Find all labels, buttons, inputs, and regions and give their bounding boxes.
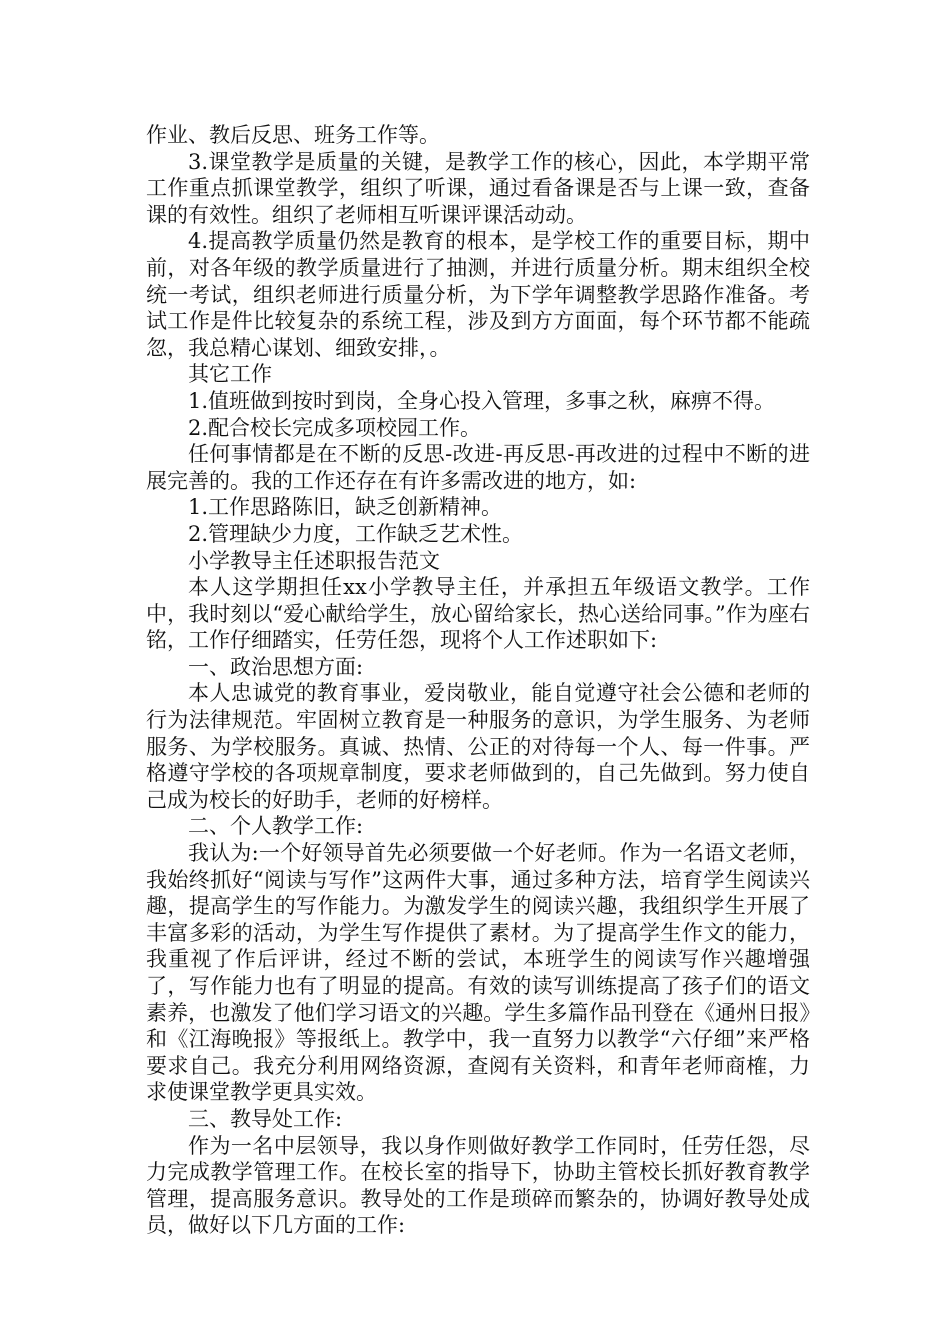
section-heading: 二、个人教学工作: [188, 814, 364, 839]
section-heading: 三、教导处工作: [188, 1106, 343, 1131]
document-title: 小学教导主任述职报告范文 [188, 548, 440, 573]
paragraph: 作为一名中层领导，我以身作则做好教学工作同时，任劳任怨，尽力完成教学管理工作。在校长室的指导下，协助主管校长抓好教育教学管理，提高服务意识。教导处的工作是琐碎而繁杂的，协调好教导处成员，做好以下几方面的工作: [146, 1133, 810, 1238]
paragraph: 本人忠诚党的教育事业，爱岗敬业，能自觉遵守社会公德和老师的行为法律规范。牢固树立教育是一种服务的意识，为学生服务、为老师服务、为学校服务。真诚、热情、公正的对待每一个人、每一件事。严格遵守学校的各项规章制度，要求老师做到的，自己先做到。努力使自己成为校长的好助手，老师的好榜样。 [146, 681, 810, 812]
section-heading: 一、政治思想方面: [188, 654, 364, 679]
list-item: 1.值班做到按时到岗，全身心投入管理，多事之秋，麻痹不得。 [188, 388, 776, 413]
document-body [146, 122, 810, 1239]
paragraph: 作业、教后反思、班务工作等。 [146, 123, 440, 147]
paragraph: 任何事情都是在不断的反思-改进-再反思-再改进的过程中不断的进展完善的。我的工作还存在有许多需改进的地方，如: [146, 442, 810, 493]
list-item: 2.管理缺少力度，工作缺乏艺术性。 [188, 521, 524, 546]
section-heading: 其它工作 [188, 362, 272, 387]
paragraph: 本人这学期担任xx小学教导主任，并承担五年级语文教学。工作中，我时刻以“爱心献给学生，放心留给家长，热心送给同事。”作为座右铭，工作仔细踏实，任劳任怨，现将个人工作述职如下: [146, 575, 810, 653]
paragraph: 3.课堂教学是质量的关键，是教学工作的核心，因此，本学期平常工作重点抓课堂教学，组织了听课，通过看备课是否与上课一致，查备课的有效性。组织了老师相互听课评课活动动。 [146, 149, 810, 227]
paragraph: 我认为:一个好领导首先必须要做一个好老师。作为一名语文老师，我始终抓好“阅读与写作”这两件大事，通过多种方法，培育学生阅读兴趣，提高学生的写作能力。为激发学生的阅读兴趣，我组织学生开展了丰富多彩的活动，为学生写作提供了素材。为了提高学生作文的能力，我重视了作后评讲，经过不断的尝试，本班学生的阅读写作兴趣增强了，写作能力也有了明显的提高。有效的读写训练提高了孩子们的语文素养，也激发了他们学习语文的兴趣。学生多篇作品刊登在《通州日报》和《江海晚报》等报纸上。教学中，我一直努力以教学“六仔细”来严格要求自己。我充分利用网络资源，查阅有关资料，和青年老师商榷，力求使课堂教学更具实效。 [146, 841, 810, 1105]
list-item: 2.配合校长完成多项校园工作。 [188, 415, 482, 440]
paragraph: 4.提高教学质量仍然是教育的根本，是学校工作的重要目标，期中前，对各年级的教学质量进行了抽测，并进行质量分析。期末组织全校统一考试，组织老师进行质量分析，为下学年调整教学思路作准备。考试工作是件比较复杂的系统工程，涉及到方方面面，每个环节都不能疏忽，我总精心谋划、细致安排，。 [146, 229, 810, 360]
list-item: 1.工作思路陈旧，缺乏创新精神。 [188, 495, 503, 520]
